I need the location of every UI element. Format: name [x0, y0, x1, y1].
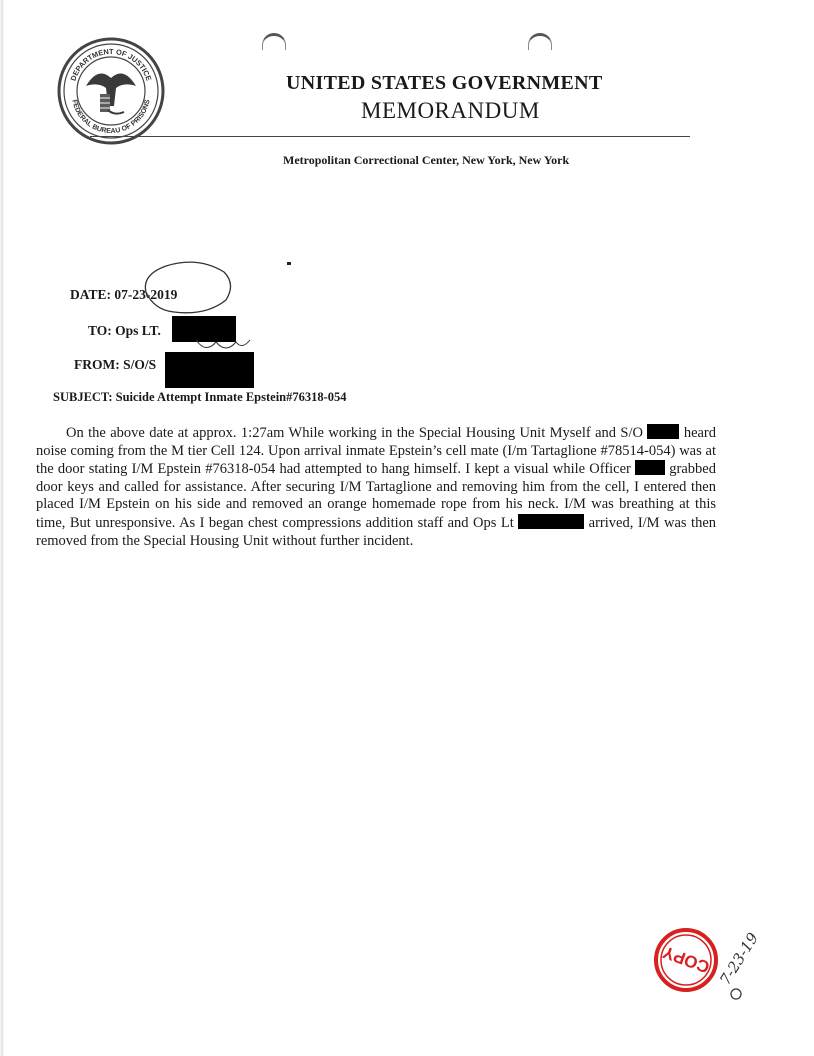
punch-hole-right	[528, 33, 552, 50]
copy-stamp	[652, 924, 762, 1014]
date-field: DATE: 07-23-2019	[70, 287, 178, 302]
stamp-text: COPY	[660, 942, 713, 977]
seal-text-top: DEPARTMENT OF JUSTICE	[68, 46, 154, 82]
to-field: TO: Ops LT.	[88, 323, 161, 338]
subject-line: SUBJECT: Suicide Attempt Inmate Epstein#76318-054	[53, 390, 347, 404]
initials-mark	[731, 989, 741, 999]
header-divider	[90, 136, 690, 137]
redaction-officer-1	[647, 424, 679, 439]
svg-text:DEPARTMENT OF JUSTICE	[69, 47, 154, 82]
punch-hole-left	[262, 33, 286, 50]
memo-location: Metropolitan Correctional Center, New York, New York	[283, 153, 570, 167]
stray-mark	[287, 262, 291, 265]
body-sentence-2: heard noise coming from the M tier Cell 124. Upon arrival inmate Epstein’s cell mate (I/m Tartaglione #78514-054) was at the door stating I/M Epstein #76318-054 had attempted to hang himself. I kept a visual while Officer	[36, 425, 717, 478]
body-sentence-1: On the above date at approx. 1:27am While working in the Special Housing Unit Myself and S/O	[66, 425, 643, 441]
body-sentence-3: grabbed door keys and called for assistance. After securing I/M Tartaglione and removing him from the cell, I entered then placed I/M Epstein on his side and removed an orange homemade rope from his neck. I/M was breathing at this time, But unresponsive. As I began chest compressions addition staff and Ops Lt	[36, 461, 716, 531]
from-field: FROM: S/O/S	[74, 357, 157, 372]
redaction-ops-lt	[518, 514, 584, 529]
memo-header-title: UNITED STATES GOVERNMENT	[286, 72, 603, 94]
body-sentence-4: arrived, I/M was then removed from the Special Housing Unit without further incident.	[36, 514, 717, 549]
seal-text-bottom: FEDERAL BUREAU OF PRISONS	[70, 99, 152, 136]
hand-drawn-circle	[136, 258, 236, 320]
memo-header-subtitle: MEMORANDUM	[361, 98, 540, 123]
stamp-handwritten-date: 7-23-19	[716, 929, 762, 989]
redaction-officer-2	[635, 460, 665, 475]
bureau-of-prisons-seal	[56, 36, 166, 146]
memo-body	[36, 424, 716, 550]
redaction-from-name	[165, 352, 254, 388]
